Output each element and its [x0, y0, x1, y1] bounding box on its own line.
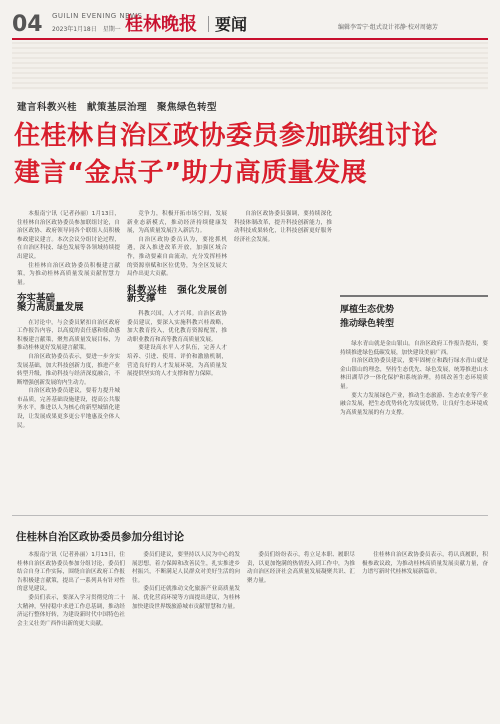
article2-column-2	[132, 551, 240, 611]
paragraph: 自治区政协委员表示，要进一步夯实发展基础，加大科技创新力度，推进产业转型升级，推动科技与经济深度融合，不断增强创新发展的内生动力。	[17, 353, 120, 386]
paper-english-name: GUILIN EVENING NEWS	[52, 12, 143, 20]
paragraph: 科教兴国，人才兴邦。自治区政协委员建议，要深入实施科教兴桂战略，加大教育投入，优化教育资源配置，推动职业教育和高等教育高质量发展。	[127, 310, 227, 343]
sidebar-title: 厚植生态优势 推动绿色转型	[340, 305, 395, 329]
article2-column-3	[247, 551, 355, 585]
issue-date: 2023年1月18日 星期一	[52, 26, 121, 33]
section-name: 要闻	[215, 15, 248, 34]
paragraph: 委员们表示，要深入学习贯彻党的二十大精神，坚持稳中求进工作总基调，推动经济运行整体好转，为建设新时代中国特色社会主义壮美广西作出新的更大贡献。	[17, 594, 125, 627]
paragraph: 自治区政协委员强调，要持续深化科技体制改革，提升科技创新能力，推动科技成果转化，让科技创新更好服务经济社会发展。	[234, 211, 332, 243]
header-rule	[12, 38, 488, 40]
page-number: 04	[12, 12, 43, 37]
headline-line-1: 住桂林自治区政协委员参加联组讨论	[14, 121, 439, 151]
paragraph: 竞争力，积极开拓市场空间，发展新业态新模式，推动经济持续健康发展，为高质量发展注入新活力。	[127, 211, 227, 235]
editor-credits: 编辑李雪宁·组式设计祁静·校对周德芳	[338, 24, 438, 31]
article-supertitle: 建言科教兴桂 献策基层治理 聚焦绿色转型	[17, 102, 218, 113]
subheading: 科教兴桂 强化发展创新支撑	[127, 284, 227, 305]
paragraph: 委员们建议，要坚持以人民为中心的发展思想，着力保障和改善民生，扎实推进乡村振兴，不断满足人民群众对美好生活的向往。	[132, 552, 240, 584]
paragraph: 在讨论中，与会委员紧扣自治区政府工作报告内容，以高度的责任感和使命感积极建言献策，聚焦高质量发展目标，为推动桂林更好发展建言献策。	[17, 319, 120, 352]
paragraph: 自治区政协委员认为，要抢抓机遇，深入推进改革开放，加强区域合作，推动要素自由流动，充分发挥桂林的资源禀赋和区位优势，为全区发展大局作出更大贡献。	[127, 236, 227, 278]
paragraph: 要大力发展绿色产业，推动生态旅游、生态农业等产业融合发展，把生态优势转化为发展优势，让良好生态环境成为高质量发展的有力支撑。	[340, 392, 488, 416]
decorative-banner	[12, 42, 488, 90]
paragraph: 住桂林自治区政协委员积极建言献策，为推动桂林高质量发展贡献智慧力量。	[17, 262, 120, 286]
section-divider	[12, 515, 488, 516]
paragraph: 自治区政协委员建议，要牢固树立和践行绿水青山就是金山银山的理念，坚持生态优先、绿色发展，统筹推进山水林田湖草沙一体化保护和系统治理，持续改善生态环境质量。	[340, 358, 488, 390]
article1-column-3	[234, 210, 332, 244]
article2-headline: 住桂林自治区政协委员参加分组讨论	[16, 531, 184, 543]
paragraph: 自治区政协委员建议，要着力提升城市品质，完善基础设施建设，提高公共服务水平，推进以人为核心的新型城镇化建设，让发展成果更多更公平地惠及全体人民。	[17, 388, 120, 429]
newspaper-logo: 桂林晚报	[125, 14, 197, 35]
paragraph: 绿水青山就是金山银山。自治区政府工作报告提出，要持续推进绿色低碳发展，加快建设美丽广西。	[340, 341, 488, 356]
headline-line-2: 建言“金点子”助力高质量发展	[14, 158, 368, 188]
sidebar-rule	[340, 295, 488, 297]
paragraph: 本报南宁讯（记者孙丽）1月13日，住桂林自治区政协委员参加分组讨论，委员们结合自身工作实际，围绕自治区政府工作报告积极建言献策，提出了一系列具有针对性的意见建议。	[17, 552, 125, 593]
paragraph: 委员们还就推动文化旅游产业高质量发展、优化营商环境等方面提出建议，为桂林加快建设世界级旅游城市贡献智慧和力量。	[132, 586, 240, 610]
paragraph: 委员们纷纷表示，将立足本职、履职尽责，以更加饱满的热情投入到工作中，为推动自治区经济社会高质量发展凝聚共识、汇聚力量。	[247, 552, 355, 584]
subheading: 夯实基础 聚力高质量发展	[17, 293, 84, 313]
paragraph: 住桂林自治区政协委员表示，将认真履职，积极参政议政，为推动桂林高质量发展贡献力量，奋力谱写新时代桂林发展新篇章。	[362, 552, 488, 576]
paragraph: 要建设高水平人才队伍，完善人才培养、引进、使用、评价和激励机制，营造良好的人才发展环境，为高质量发展提供坚实的人才支撑和智力保障。	[127, 345, 227, 378]
sidebar-body	[340, 340, 488, 417]
paragraph: 本报南宁讯（记者孙丽）1月13日，住桂林自治区政协委员参加联组讨论，自治区政协、政府领导同各个联组人员积极参政建议建言。本次会议分组讨论过程，在自治区科技、绿色发展等各领域持续提出建议。	[17, 211, 120, 260]
article2-column-4	[362, 551, 488, 577]
article1-column-2	[127, 210, 227, 379]
header-separator	[208, 16, 209, 32]
article2-column-1	[17, 551, 125, 628]
article1-column-1	[17, 210, 120, 430]
